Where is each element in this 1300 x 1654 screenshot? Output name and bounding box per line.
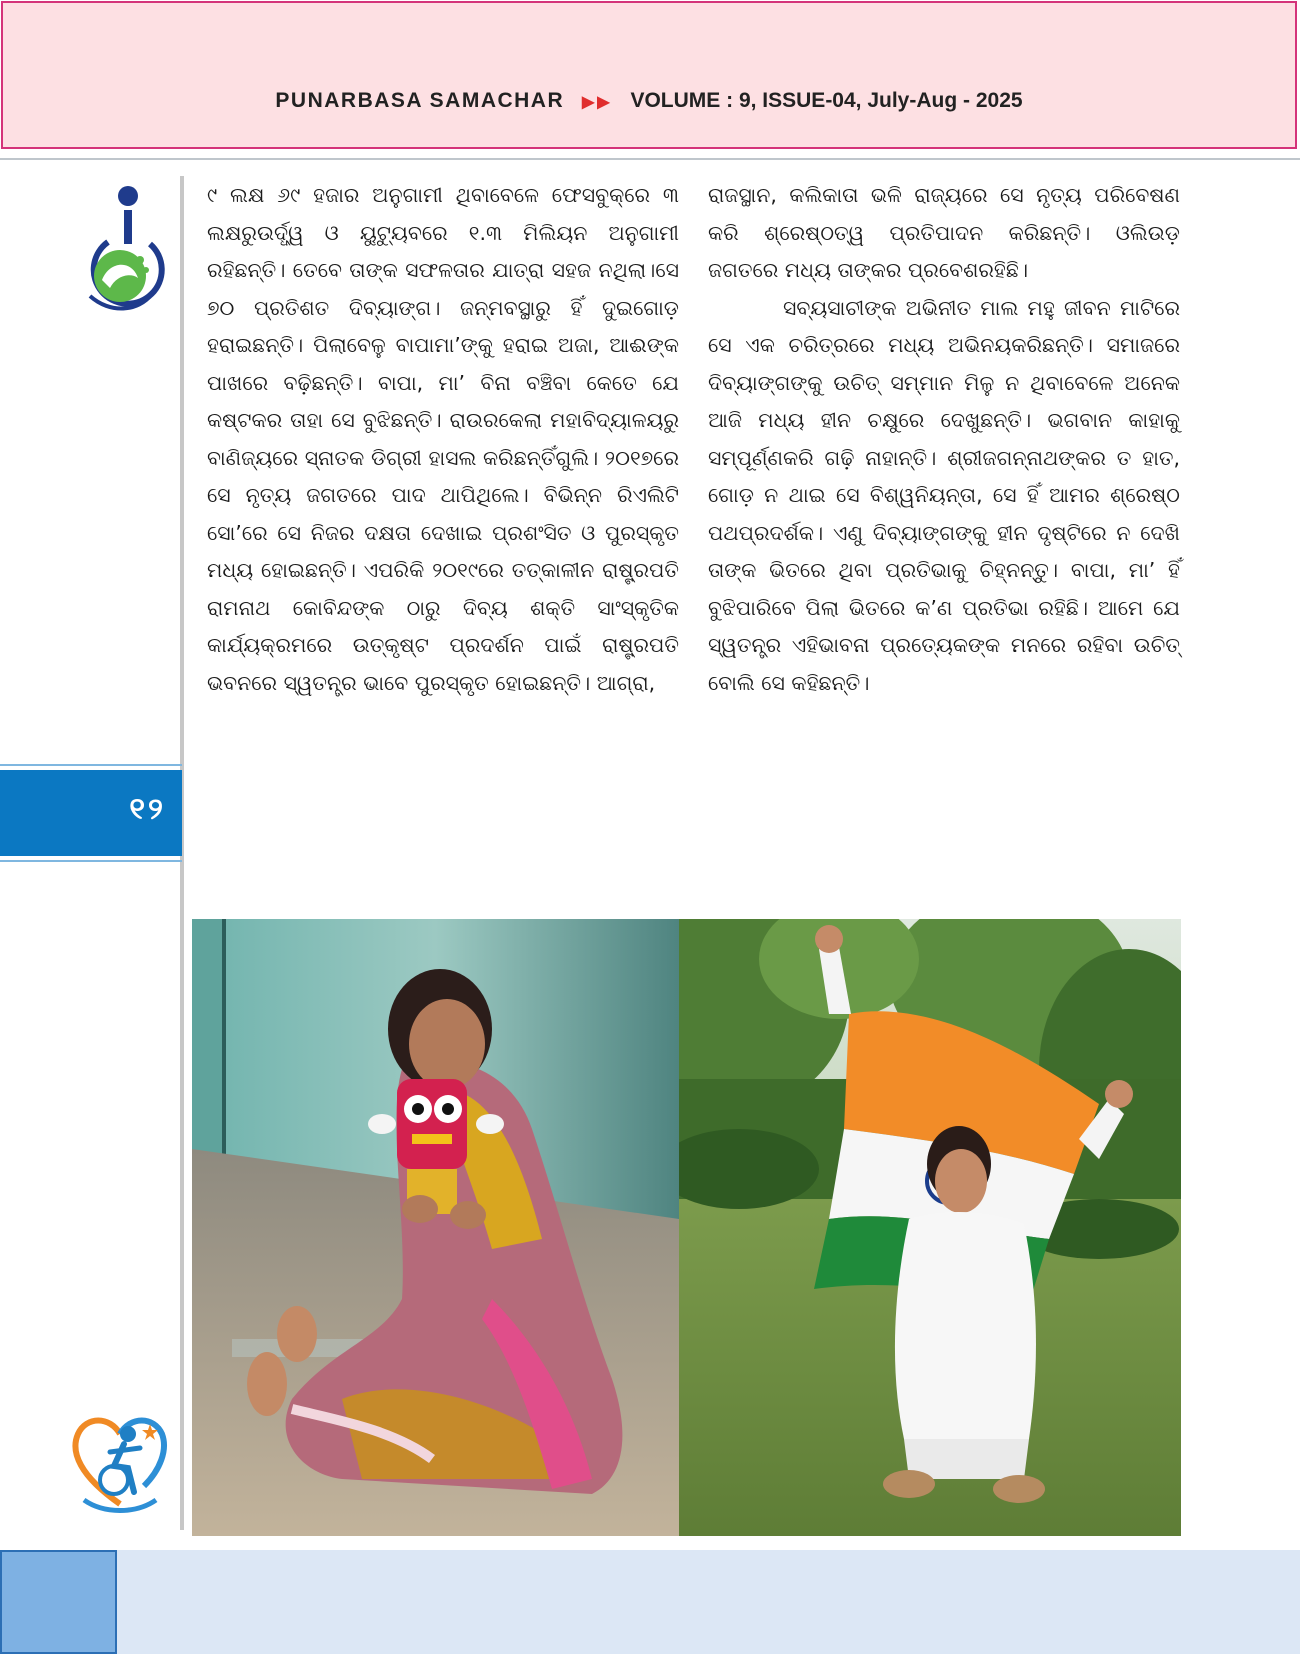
article-column-right xyxy=(708,177,1180,702)
footer-box xyxy=(0,1550,117,1654)
page-band-line-top xyxy=(0,764,182,766)
photo-woman-with-flag xyxy=(679,919,1181,1536)
page-number-band xyxy=(0,770,182,856)
footer-band xyxy=(0,1550,1300,1654)
paragraph: ୯ ଲକ୍ଷ ୬୯ ହଜାର ଅନୁଗାମୀ ଥିବାବେଳେ ଫେସବୁକ୍‌ରେ ୩ ଲକ୍ଷରୁଉର୍ଦ୍ଧ୍ୱ ଓ ୟୁଟ୍ୟୁବରେ ୧.୩ ମିଲିୟନ ଅନୁଗାମୀ ରହିଛନ୍ତି। ତେବେ ତାଙ୍କ ସଫଳତାର ଯାତ୍ରା ସହଜ ନଥିଲା।ସେ ୭୦ ପ୍ରତିଶତ ଦିବ୍ୟାଙ୍ଗ। ଜନ୍ମବସ୍ଥାରୁ ହିଁ ଦୁଇଗୋଡ଼ ହରାଇଛନ୍ତି। ପିଲାବେଳୁ ବାପାମା’ଙ୍କୁ ହରାଇ ଅଜା, ଆଈଙ୍କ ପାଖରେ ବଢ଼ିଛନ୍ତି। ବାପା, ମା’ ବିନା ବଞ୍ଚିବା କେତେ ଯେ କଷ୍ଟକର ତାହା ସେ ବୁଝିଛନ୍ତି। ରାଉରକେଲା ମହାବିଦ୍ୟାଳୟରୁ ବାଣିଜ୍ୟରେ ସ୍ନାତକ ଡିଗ୍ରୀ ହାସଲ କରିଛନ୍ତିଁଗୁଲି। ୨୦୧୭ରେ ସେ ନୃତ୍ୟ ଜଗତରେ ପାଦ ଥାପିଥିଲେ। ବିଭିନ୍ନ ରିଏଲିଟି ସୋ’ରେ ସେ ନିଜର ଦକ୍ଷତା ଦେଖାଇ ପ୍ରଶଂସିତ ଓ ପୁରସ୍କୃତ ମଧ୍ୟ ହୋଇଛନ୍ତି। ଏପରିକି ୨୦୧୯ରେ ତତ୍କାଳୀନ ରାଷ୍ଟ୍ରପତି ରାମନାଥ କୋବିନ୍ଦଙ୍କ ଠାରୁ ଦିବ୍ୟ ଶକ୍ତି ସାଂସ୍କୃତିକ କାର୍ଯ୍ୟକ୍ରମରେ ଉତ୍କୃଷ୍ଟ ପ୍ରଦର୍ଶନ ପାଇଁ ରାଷ୍ଟ୍ରପତି ଭବନରେ ସ୍ୱତନ୍ତ୍ର ଭାବେ ପୁରସ୍କୃତ ହୋଇଛନ୍ତି। ଆଗ୍ରା, xyxy=(207,183,679,695)
page-number: ୧୨ xyxy=(129,792,166,827)
article-column-left xyxy=(207,177,679,702)
publication-title: PUNARBASA SAMACHAR xyxy=(275,89,565,112)
header-line xyxy=(3,89,1295,113)
wheelchair-user-logo-icon xyxy=(80,184,166,324)
page-band-line-bottom xyxy=(0,860,182,862)
page-header xyxy=(1,1,1297,149)
photo-woman-with-idol xyxy=(192,919,679,1536)
paragraph: ରାଜସ୍ଥାନ, କଲିକାତା ଭଳି ରାଜ୍ୟରେ ସେ ନୃତ୍ୟ ପରିବେଷଣ କରି ଶ୍ରେଷ୍ଠତ୍ୱ ପ୍ରତିପାଦନ କରିଛନ୍ତି। ଓଲିଉଡ଼ ଜଗତରେ ମଧ୍ୟ ତାଙ୍କର ପ୍ରବେଶରହିଛି। xyxy=(708,183,1180,282)
volume-info: VOLUME : 9, ISSUE-04, July-Aug - 2025 xyxy=(630,89,1023,112)
paragraph: ସବ୍ୟସାଚୀଙ୍କ ଅଭିନୀତ ମାଲ ମହୁ ଜୀବନ ମାଟିରେ ସେ ଏକ ଚରିତ୍ରରେ ମଧ୍ୟ ଅଭିନୟକରିଛନ୍ତି। ସମାଜରେ ଦିବ୍ୟାଙ୍ଗଙ୍କୁ ଉଚିତ୍ ସମ୍ମାନ ମିଳୁ ନ ଥିବାବେଳେ ଅନେକ ଆଜି ମଧ୍ୟ ହୀନ ଚକ୍ଷୁରେ ଦେଖୁଛନ୍ତି। ଭଗବାନ କାହାକୁ ସମ୍ପୂର୍ଣ୍ଣକରି ଗଢ଼ି ନାହାନ୍ତି। ଶ୍ରୀଜଗନ୍ନାଥଙ୍କର ତ ହାତ, ଗୋଡ଼ ନ ଥାଇ ସେ ବିଶ୍ୱନିୟନ୍ତା, ସେ ହିଁ ଆମର ଶ୍ରେଷ୍ଠ ପଥପ୍ରଦର୍ଶକ। ଏଣୁ ଦିବ୍ୟାଙ୍ଗଙ୍କୁ ହୀନ ଦୃଷ୍ଟିରେ ନ ଦେଖି ତାଙ୍କ ଭିତରେ ଥିବା ପ୍ରତିଭାକୁ ଚିହ୍ନନ୍ତୁ। ବାପା, ମା’ ହିଁ ବୁଝିପାରିବେ ପିଲା ଭିତରେ କ’ଣ ପ୍ରତିଭା ରହିଛି। ଆମେ ଯେ ସ୍ୱତନ୍ତ୍ର ଏହିଭାବନା ପ୍ରତ୍ୟେକଙ୍କ ମନରେ ରହିବା ଉଚିତ୍ ବୋଲି ସେ କହିଛନ୍ତି। xyxy=(708,295,1180,695)
disability-heart-logo-icon xyxy=(70,1404,170,1514)
header-divider xyxy=(0,158,1300,160)
header-arrows-icon: ▶▶ xyxy=(582,94,613,111)
